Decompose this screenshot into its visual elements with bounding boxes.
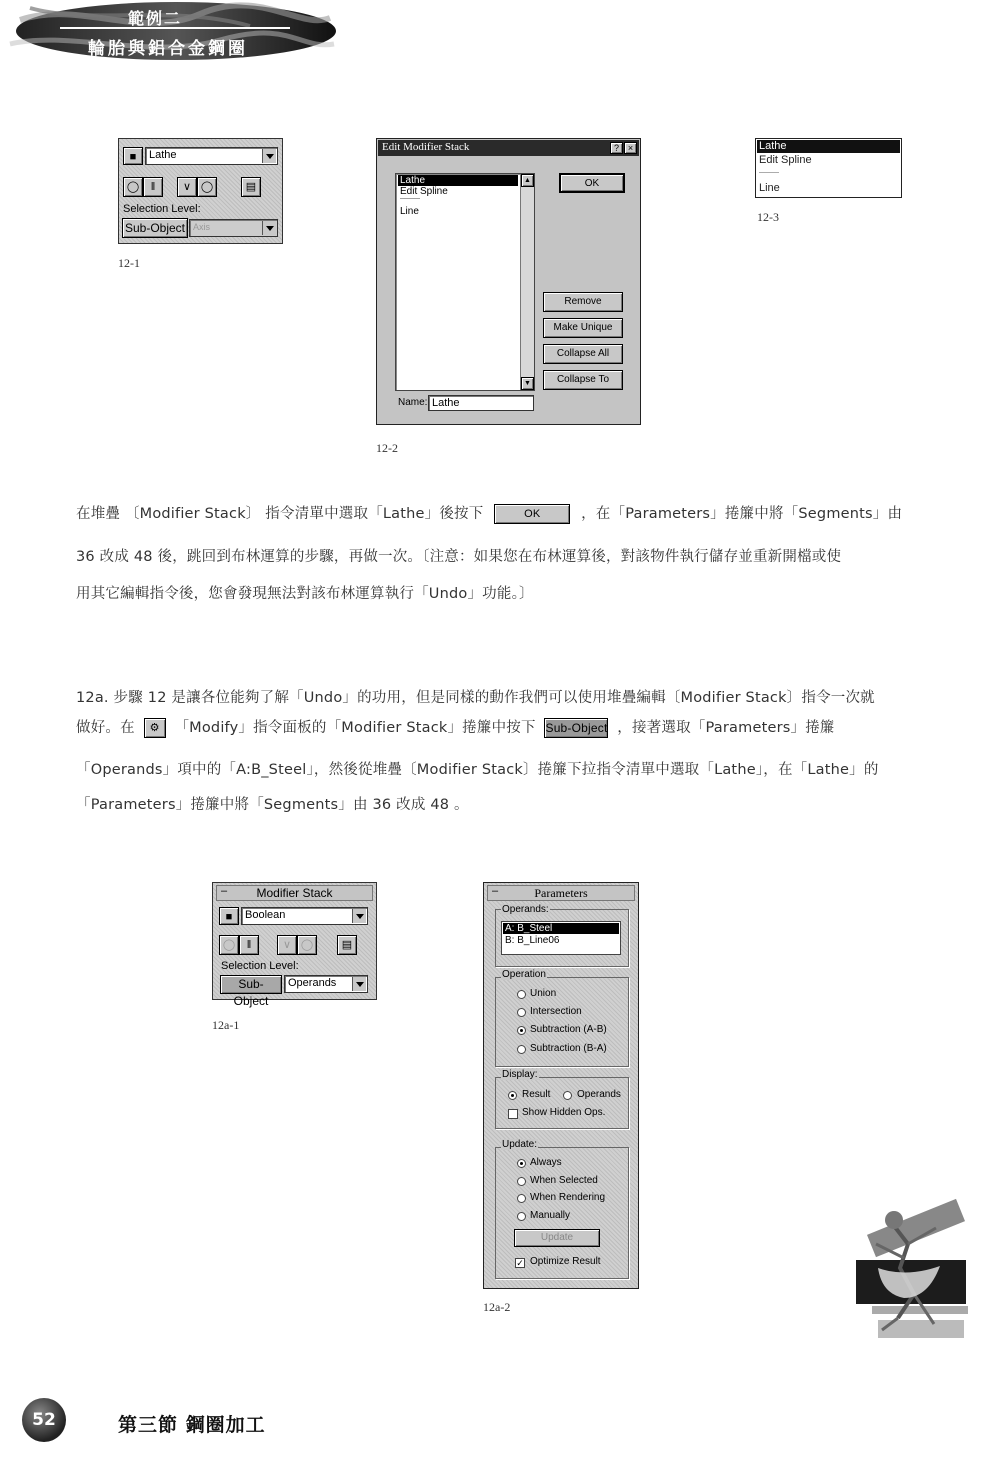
radio-update-manually[interactable] — [517, 1212, 526, 1221]
radio-update-when-selected[interactable] — [517, 1177, 526, 1186]
paragraph-2-line-1: 12a. 步驟 12 是讓各位能夠了解「Undo」的功用，但是同樣的動作我們可以使用堆疊編輯〔Modifier Stack〕指令一次就 — [76, 690, 875, 706]
inline-modify-panel-icon: ⚙ — [144, 718, 166, 738]
rollout-title: Parameters — [534, 886, 588, 900]
make-unique-button[interactable]: Make Unique — [543, 318, 623, 338]
operands-label: Operands: — [502, 904, 549, 915]
modifier-list-box[interactable] — [395, 173, 535, 391]
boolean-parameters-panel — [483, 882, 639, 1289]
scroll-down-icon[interactable]: ▼ — [521, 377, 534, 390]
radio-display-operands[interactable] — [563, 1091, 572, 1100]
rollout-title-bar[interactable] — [487, 885, 635, 901]
ok-button[interactable]: OK — [559, 173, 625, 193]
radio-display-operands-label: Operands — [577, 1089, 621, 1100]
paragraph-2-line-3: 「Operands」項中的「A:B_Steel」，然後從堆疊〔Modifier Stack〕捲簾下拉指令清單中選取「Lathe」，在「Lathe」的 — [76, 762, 879, 778]
display-label: Display: — [502, 1069, 538, 1080]
sub-object-button[interactable]: Sub-Object — [220, 975, 282, 994]
optimize-result-checkbox[interactable]: ✓ — [516, 1258, 524, 1268]
list-item[interactable]: Line — [400, 206, 419, 217]
show-hidden-ops-checkbox[interactable] — [508, 1109, 518, 1119]
radio-update-when-rendering-label: When Rendering — [530, 1192, 606, 1203]
update-button[interactable]: Update — [514, 1229, 600, 1247]
chapter-example-label: 範例二 — [127, 9, 182, 28]
sub-object-button[interactable]: Sub-Object — [122, 218, 188, 238]
caption-12-1: 12-1 — [118, 256, 140, 270]
modifier-stack-panel-12-1 — [118, 138, 283, 244]
operands-list[interactable] — [501, 921, 621, 955]
name-label: Name: — [398, 397, 428, 408]
inline-sub-object-button: Sub-Object — [544, 718, 608, 738]
radio-update-always[interactable] — [517, 1159, 526, 1168]
selection-level-label: Selection Level: — [123, 203, 201, 215]
edit-modifier-stack-dialog — [376, 138, 641, 425]
section-title: 第三節 鋼圈加工 — [118, 1414, 266, 1436]
caption-12-2: 12-2 — [376, 441, 398, 455]
make-unique-icon[interactable]: ∨ — [277, 935, 297, 955]
paragraph-2-line-2: 做好。在 ⚙ 「Modify」指令面板的「Modifier Stack」捲簾中按下 Sub-Object ，接著選取「Parameters」捲簾 — [76, 720, 835, 736]
radio-subtraction-b-a[interactable] — [517, 1045, 526, 1054]
dialog-titlebar — [378, 140, 639, 156]
mascot-illustration — [848, 1198, 970, 1344]
help-icon[interactable]: ? — [610, 142, 623, 154]
selection-level-dropdown[interactable]: Axis — [189, 219, 278, 237]
radio-union[interactable] — [517, 990, 526, 999]
edit-stack-icon[interactable]: ▤ — [241, 177, 261, 197]
collapse-icon: – — [492, 885, 499, 897]
radio-display-result-label: Result — [522, 1089, 551, 1100]
caption-12a-1: 12a-1 — [212, 1018, 240, 1032]
collapse-icon: – — [221, 885, 228, 897]
radio-union-label: Union — [530, 988, 557, 999]
modifier-dropdown-list-12-3[interactable] — [755, 138, 902, 198]
list-item[interactable]: Edit Spline — [759, 154, 812, 166]
dancing-figure-icon — [848, 1198, 970, 1344]
name-input[interactable]: Lathe — [428, 395, 534, 411]
display-group — [495, 1077, 629, 1129]
radio-update-when-rendering[interactable] — [517, 1194, 526, 1203]
pin-stack-icon[interactable]: ■ — [123, 147, 143, 165]
caption-12-3: 12-3 — [757, 210, 779, 224]
remove-modifier-icon[interactable]: ◯ — [197, 177, 217, 197]
active-inactive-icon[interactable]: ◯ — [219, 935, 239, 955]
list-item[interactable]: Lathe — [398, 175, 518, 186]
radio-subtraction-a-b-label: Subtraction (A-B) — [530, 1024, 607, 1035]
operation-label: Operation — [502, 969, 546, 980]
rollout-title-bar[interactable] — [216, 885, 373, 901]
selection-level-label: Selection Level: — [221, 960, 299, 972]
paragraph-2-line-4: 「Parameters」捲簾中將「Segments」由 36 改成 48 。 — [76, 797, 469, 813]
radio-subtraction-a-b[interactable] — [517, 1026, 526, 1035]
optimize-result-label: Optimize Result — [530, 1256, 601, 1267]
inline-ok-button: OK — [494, 504, 570, 524]
list-item[interactable]: Line — [759, 182, 780, 194]
list-item[interactable]: Lathe — [757, 140, 900, 153]
modifier-stack-panel-12a-1 — [212, 882, 377, 1008]
chapter-title: 輪胎與鋁合金鋼圈 — [88, 39, 248, 59]
edit-stack-icon[interactable]: ▤ — [337, 935, 357, 955]
modifier-dropdown[interactable]: Boolean — [241, 907, 368, 925]
radio-subtraction-b-a-label: Subtraction (B-A) — [530, 1043, 607, 1054]
page-number-badge: 52 — [22, 1398, 66, 1442]
active-inactive-icon[interactable]: ◯ — [123, 177, 143, 197]
caption-12a-2: 12a-2 — [483, 1300, 511, 1314]
scroll-up-icon[interactable]: ▲ — [521, 174, 534, 187]
dialog-title: Edit Modifier Stack — [382, 141, 470, 153]
chapter-banner — [0, 0, 336, 62]
radio-update-manually-label: Manually — [530, 1210, 571, 1221]
make-unique-icon[interactable]: ∨ — [177, 177, 197, 197]
update-label: Update: — [502, 1139, 538, 1150]
remove-button[interactable]: Remove — [543, 292, 623, 312]
list-item[interactable]: A: B_Steel — [503, 923, 619, 934]
paragraph-1-line-1: 在堆疊 〔Modifier Stack〕 指令清單中選取「Lathe」後按下 OK ，在「Parameters」捲簾中將「Segments」由 — [76, 506, 903, 522]
radio-display-result[interactable] — [508, 1091, 517, 1100]
selection-level-dropdown[interactable]: Operands — [284, 975, 368, 993]
remove-modifier-icon[interactable]: ◯ — [297, 935, 317, 955]
collapse-all-button[interactable]: Collapse All — [543, 344, 623, 364]
modifier-dropdown[interactable]: Lathe — [145, 147, 278, 165]
radio-intersection-label: Intersection — [530, 1006, 582, 1017]
list-item[interactable]: B: B_Line06 — [505, 935, 560, 946]
radio-update-when-selected-label: When Selected — [530, 1175, 598, 1186]
paragraph-1-line-2: 36 改成 48 後，跳回到布林運算的步驟，再做一次。〔注意：如果您在布林運算後，對該物件執行儲存並重新開檔或使 — [76, 549, 842, 565]
list-item[interactable]: ---------- — [759, 170, 779, 176]
show-end-result-icon[interactable]: ‖ — [239, 935, 259, 955]
show-hidden-ops-label: Show Hidden Ops. — [522, 1107, 606, 1118]
rollout-title: Modifier Stack — [256, 886, 333, 900]
list-scrollbar[interactable] — [520, 174, 534, 390]
close-icon[interactable]: × — [624, 142, 637, 154]
collapse-to-button[interactable]: Collapse To — [543, 370, 623, 390]
list-item[interactable]: ---------- — [400, 196, 420, 202]
paragraph-1-line-3: 用其它編輯指令後，您會發現無法對該布林運算執行「Undo」功能。〕 — [76, 586, 534, 602]
radio-update-always-label: Always — [530, 1157, 562, 1168]
list-item[interactable]: Edit Spline — [400, 186, 448, 197]
pin-stack-icon[interactable]: ■ — [219, 907, 239, 925]
show-end-result-icon[interactable]: ‖ — [143, 177, 163, 197]
radio-intersection[interactable] — [517, 1008, 526, 1017]
